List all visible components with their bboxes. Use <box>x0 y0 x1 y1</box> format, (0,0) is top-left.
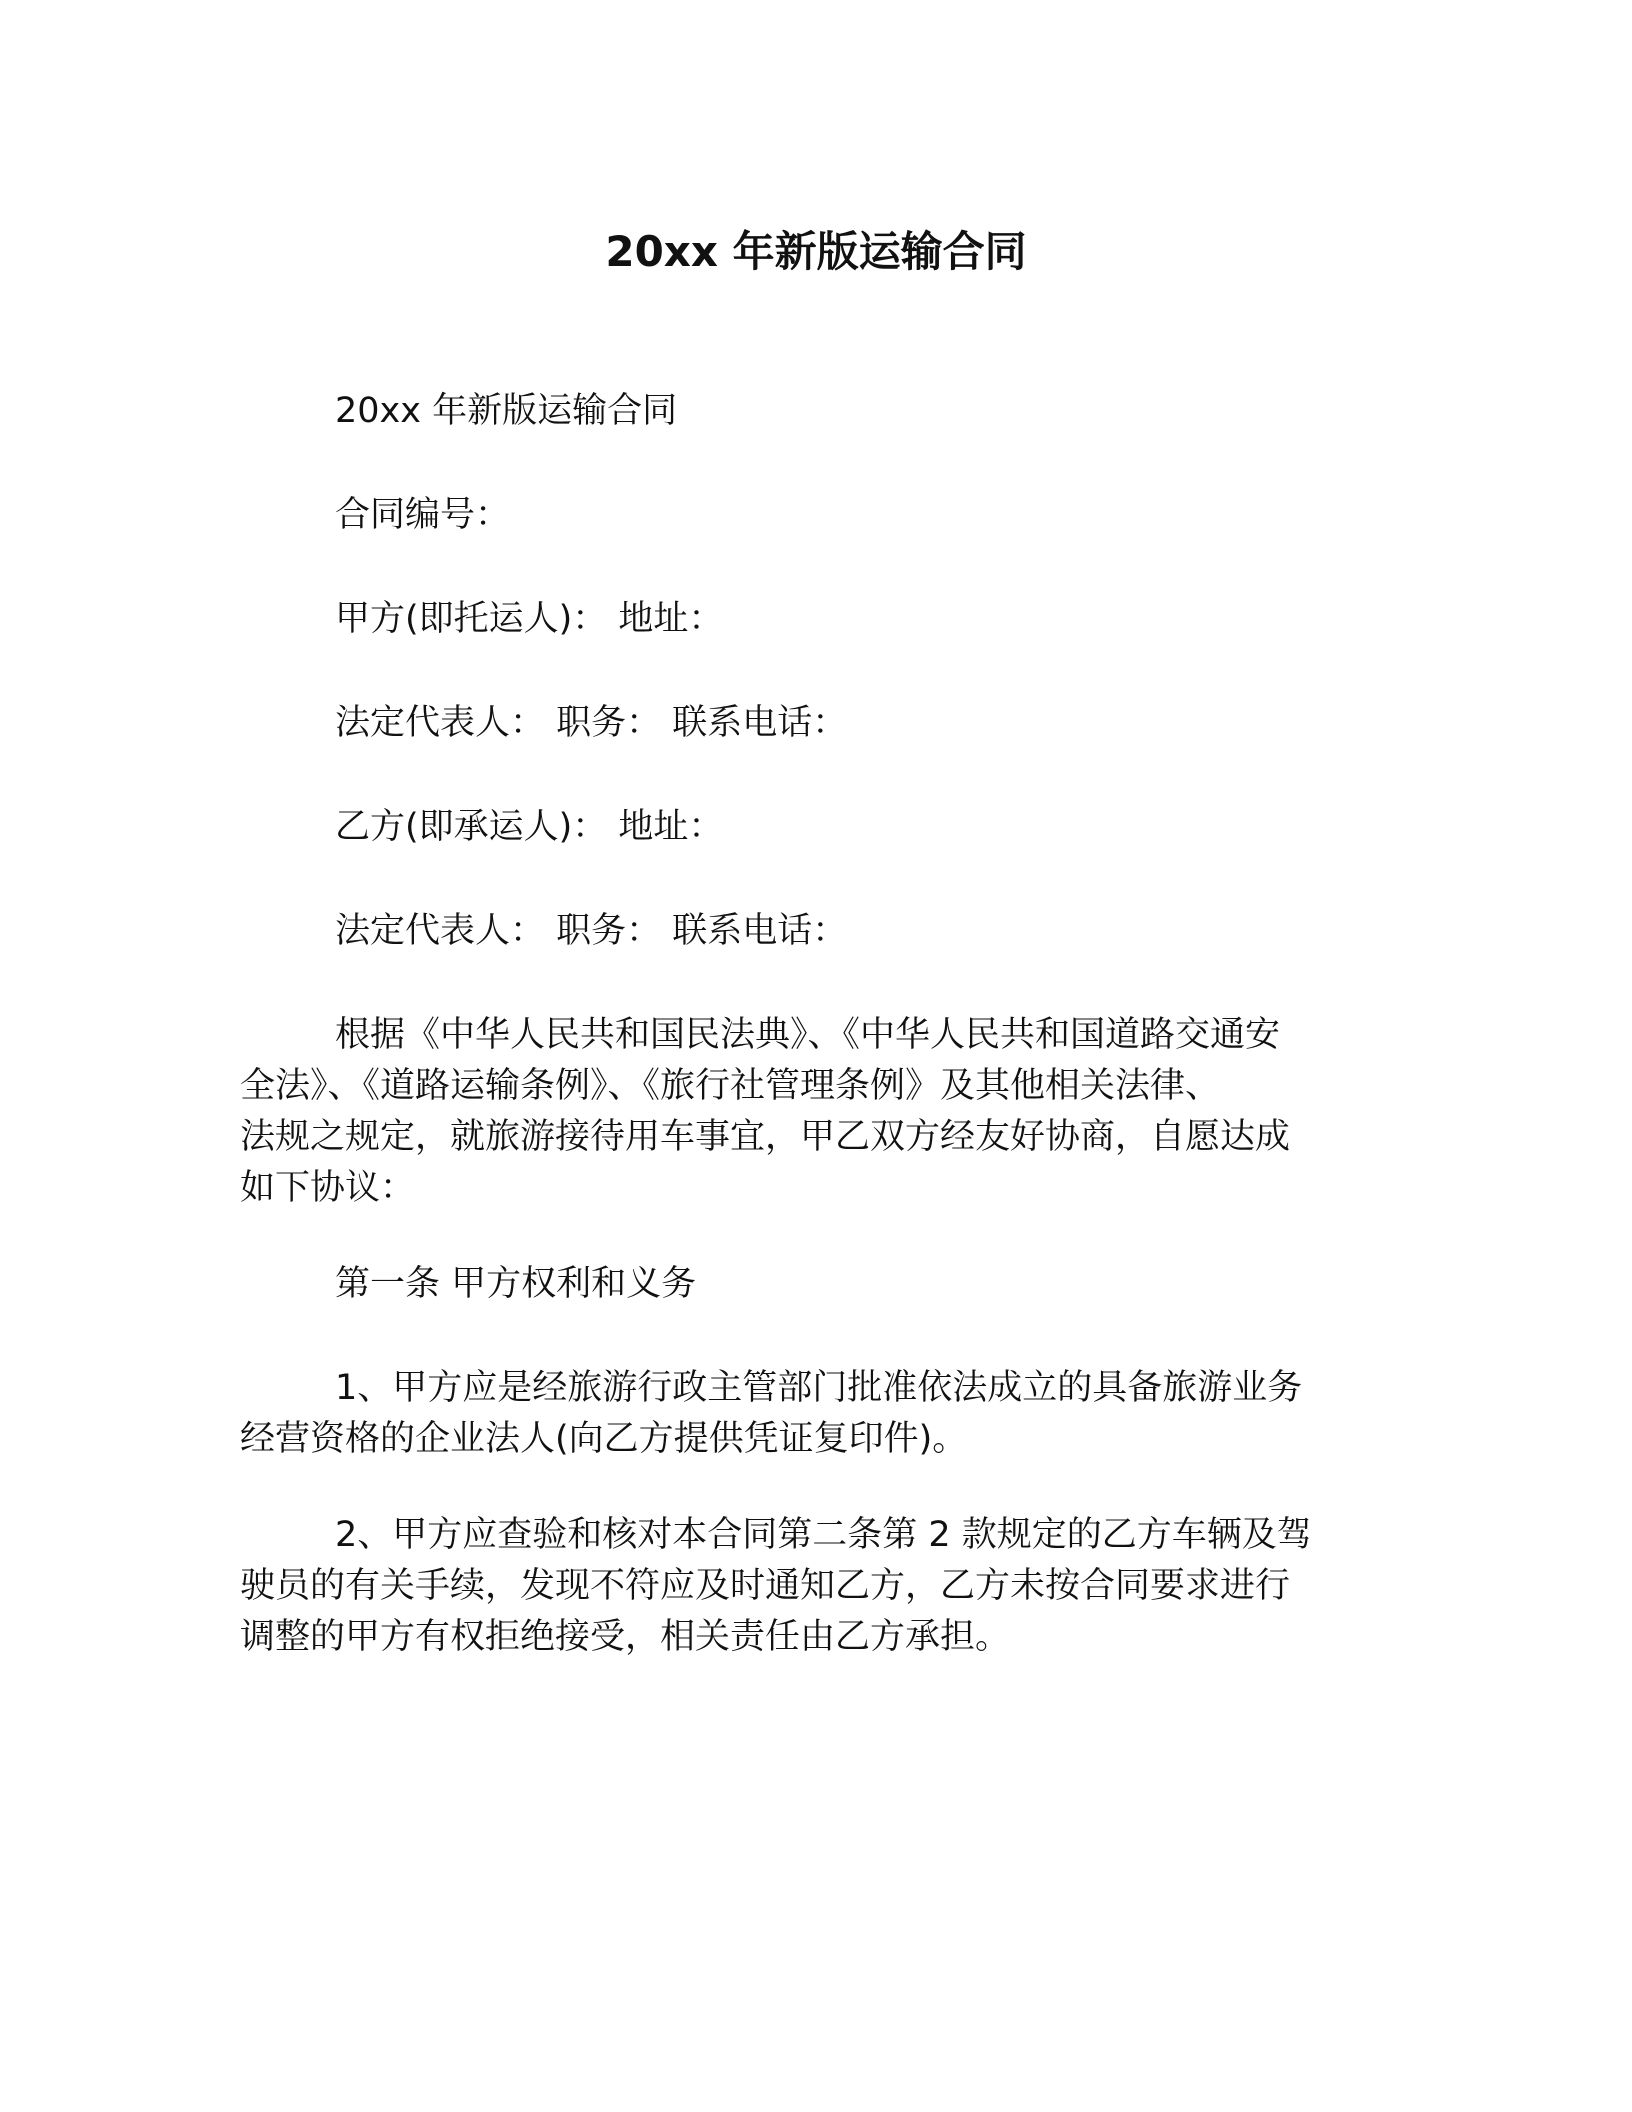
paragraph <box>240 1363 1390 1465</box>
section-heading: 第一条 甲方权利和义务 <box>335 1264 697 1304</box>
paragraph-line: 20xx 年新版运输合同 <box>335 391 678 431</box>
paragraph <box>240 1010 1390 1214</box>
paragraph-line: 2、甲方应查验和核对本合同第二条第 2 款规定的乙方车辆及驾 <box>335 1515 1312 1555</box>
paragraph <box>240 802 1390 853</box>
paragraph <box>240 1259 1390 1310</box>
paragraph <box>240 490 1390 541</box>
paragraph-line: 法定代表人： 职务： 联系电话： <box>335 703 848 743</box>
document-body <box>240 386 1390 1708</box>
paragraph-line: 法规之规定，就旅游接待用车事宜，甲乙双方经友好协商，自愿达成 <box>240 1117 1291 1157</box>
document-title: 20xx 年新版运输合同 <box>605 227 1027 276</box>
paragraph <box>240 386 1390 437</box>
paragraph <box>240 1510 1390 1663</box>
paragraph <box>240 698 1390 749</box>
paragraph-line: 调整的甲方有权拒绝接受，相关责任由乙方承担。 <box>240 1617 1011 1657</box>
paragraph-line: 全法》、《道路运输条例》、《旅行社管理条例》及其他相关法律、 <box>240 1066 1221 1106</box>
paragraph-line: 经营资格的企业法人(向乙方提供凭证复印件)。 <box>240 1419 968 1459</box>
paragraph-line: 驶员的有关手续，发现不符应及时通知乙方，乙方未按合同要求进行 <box>240 1566 1291 1606</box>
paragraph <box>240 594 1390 645</box>
paragraph-line: 甲方(即托运人)： 地址： <box>335 599 724 639</box>
paragraph-line: 乙方(即承运人)： 地址： <box>335 807 724 847</box>
paragraph-line: 法定代表人： 职务： 联系电话： <box>335 911 848 951</box>
paragraph-line: 1、甲方应是经旅游行政主管部门批准依法成立的具备旅游业务 <box>335 1368 1303 1408</box>
paragraph-line: 根据《中华人民共和国民法典》、《中华人民共和国道路交通安 <box>335 1015 1281 1055</box>
paragraph-line: 如下协议： <box>240 1168 416 1208</box>
paragraph-line: 合同编号： <box>335 495 511 535</box>
paragraph <box>240 906 1390 957</box>
